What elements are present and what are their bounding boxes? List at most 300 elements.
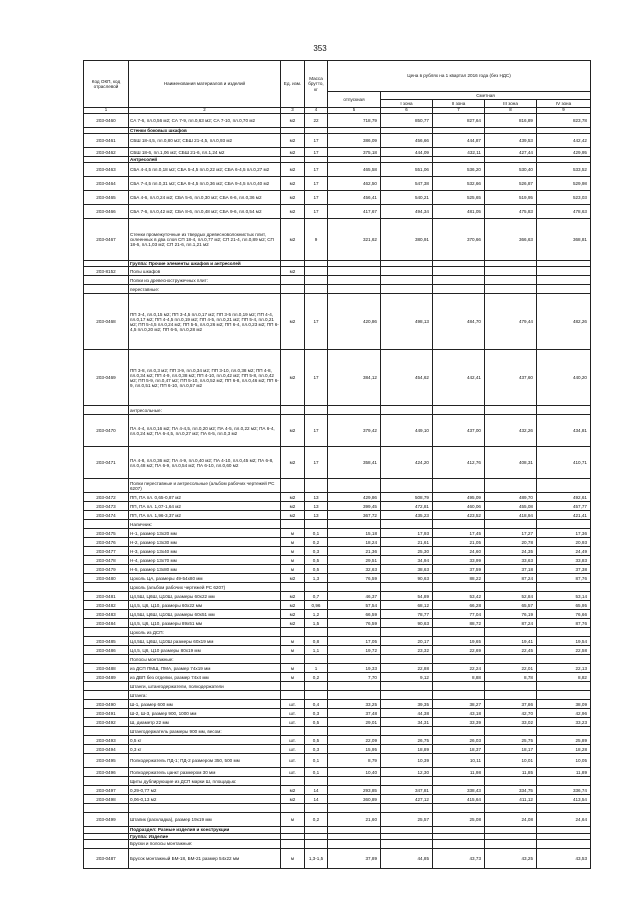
- table-row: [84, 479, 591, 493]
- table-row: [84, 219, 591, 261]
- price-release: [328, 285, 381, 294]
- price-zone-4: 482,26: [537, 294, 591, 350]
- row-name: переставные:: [129, 285, 281, 294]
- row-name: Ш-2, Ш-3, размер 900, 1000 мм: [129, 709, 281, 718]
- price-zone-4: 33,23: [537, 718, 591, 727]
- row-code: 203-0489: [84, 673, 129, 682]
- price-zone-4: 8,82: [537, 673, 591, 682]
- price-zone-4: 492,61: [537, 493, 591, 502]
- column-number: 3: [281, 108, 305, 114]
- table-row: [84, 148, 591, 157]
- row-unit: шт.: [281, 754, 305, 768]
- price-release: 379,42: [328, 415, 381, 447]
- row-code: [84, 276, 129, 285]
- price-zone-2: 25,08: [433, 813, 485, 827]
- row-name: Ц4,5Ш, Ц6Ш, Ц10Ш, размеры 60x51 мм: [129, 610, 281, 619]
- price-zone-4: 434,81: [537, 415, 591, 447]
- row-mass: 0,96: [305, 601, 328, 610]
- row-name: Цоколь ЦА, размеры 49-54x80 мм: [129, 574, 281, 583]
- price-zone-2: 444,87: [433, 134, 485, 148]
- row-code: 203-0480: [84, 574, 129, 583]
- row-code: 203-0466: [84, 205, 129, 219]
- row-name: СБА 7-4,5 пл.0,31 м2; СБА 8-4,5 пл.0,36 м2; СБА 9-4,5 пл.0,40 м2: [129, 177, 281, 191]
- row-unit: м2: [281, 205, 305, 219]
- price-zone-4: 38,09: [537, 700, 591, 709]
- row-mass: 22: [305, 114, 328, 128]
- row-unit: [281, 682, 305, 691]
- row-mass: 0,8: [305, 637, 328, 646]
- row-mass: [305, 691, 328, 700]
- table-body: [84, 114, 591, 869]
- table-row: [84, 718, 591, 727]
- price-zone-3: [485, 406, 537, 415]
- row-code: 203-0471: [84, 447, 129, 479]
- price-zone-3: 411,12: [485, 795, 537, 804]
- row-mass: 0,5: [305, 736, 328, 745]
- table-row: [84, 294, 591, 350]
- price-release: 21,36: [328, 547, 381, 556]
- row-name: СБШ 18-4,5, пл.0,80 м2; СБШ 21-4,5, пл.0,93 м2: [129, 134, 281, 148]
- header-unit: Ед. изм.: [281, 61, 305, 108]
- row-unit: м: [281, 529, 305, 538]
- row-unit: м2: [281, 114, 305, 128]
- price-zone-2: 18,37: [433, 745, 485, 754]
- price-zone-4: 87,76: [537, 619, 591, 628]
- price-zone-3: [485, 267, 537, 276]
- row-name: Ц4,5, Ц6, Ц10 размеры 80x19 мм: [129, 646, 281, 655]
- row-unit: м2: [281, 493, 305, 502]
- table-row: [84, 547, 591, 556]
- row-name: ПП, ПА пл. 1,96-3,37 м2: [129, 511, 281, 520]
- row-mass: 0,2: [305, 673, 328, 682]
- price-zone-1: [381, 727, 433, 736]
- row-code: 203-0494: [84, 745, 129, 754]
- row-name: Н-1, размер 13x20 мм: [129, 529, 281, 538]
- header-mass: Масса брутто, кг: [305, 61, 328, 108]
- row-name: Цоколь из ДСП:: [129, 628, 281, 637]
- row-code: 203-0462: [84, 148, 129, 157]
- price-zone-3: 87,24: [485, 619, 537, 628]
- price-zone-2: 460,06: [433, 502, 485, 511]
- row-code: 203-0467: [84, 219, 129, 261]
- price-release: 399,45: [328, 502, 381, 511]
- price-zone-1: 494,34: [381, 205, 433, 219]
- price-zone-3: 439,53: [485, 134, 537, 148]
- price-zone-2: [433, 682, 485, 691]
- price-zone-3: 20,78: [485, 538, 537, 547]
- price-zone-2: [433, 655, 485, 664]
- row-name: [129, 804, 281, 813]
- price-zone-4: 25,89: [537, 736, 591, 745]
- table-row: [84, 768, 591, 777]
- table-row: [84, 646, 591, 655]
- row-mass: [305, 682, 328, 691]
- row-unit: м2: [281, 619, 305, 628]
- price-zone-4: 20,93: [537, 538, 591, 547]
- price-release: 76,59: [328, 574, 381, 583]
- price-zone-2: 432,11: [433, 148, 485, 157]
- table-row: [84, 502, 591, 511]
- row-mass: 0,1: [305, 754, 328, 768]
- table-row: [84, 664, 591, 673]
- column-number: 6: [381, 108, 433, 114]
- row-name: ПА 4-8, пл.0,36 м2; ПА 4-9, пл.0,40 м2; ПА 4-10, пл.0,45 м2; ПА 6-8, пл.0,48 м2; ПА 6-9, пл.0,54 м2; ПА 6-10, пл.0,60 м2: [129, 447, 281, 479]
- row-mass: [305, 583, 328, 592]
- table-row: [84, 637, 591, 646]
- price-zone-3: 427,44: [485, 148, 537, 157]
- row-name: 0,06-0,13 м2: [129, 795, 281, 804]
- price-zone-2: 17,45: [433, 529, 485, 538]
- price-zone-3: 42,70: [485, 709, 537, 718]
- row-unit: м2: [281, 294, 305, 350]
- row-code: 203-0477: [84, 547, 129, 556]
- price-release: 358,41: [328, 447, 381, 479]
- page-number: 353: [313, 44, 327, 53]
- price-zone-2: 33,99: [433, 556, 485, 565]
- row-unit: м: [281, 673, 305, 682]
- row-code: 203-0497: [84, 786, 129, 795]
- row-mass: [305, 727, 328, 736]
- price-zone-2: [433, 285, 485, 294]
- price-zone-3: 52,84: [485, 592, 537, 601]
- price-zone-3: [485, 691, 537, 700]
- row-mass: 17: [305, 205, 328, 219]
- row-mass: [305, 406, 328, 415]
- price-zone-1: 449,10: [381, 415, 433, 447]
- price-zone-1: [381, 520, 433, 529]
- price-zone-2: 412,76: [433, 447, 485, 479]
- row-code: [84, 655, 129, 664]
- price-zone-3: 22,45: [485, 646, 537, 655]
- row-name: 0,5 кг: [129, 736, 281, 745]
- row-code: [84, 839, 129, 848]
- row-name: Ц4,5, Ц6, Ц10, размеры 89x51 мм: [129, 619, 281, 628]
- row-unit: [281, 839, 305, 848]
- price-zone-3: [485, 655, 537, 664]
- row-mass: 13: [305, 502, 328, 511]
- price-zone-1: 551,06: [381, 163, 433, 177]
- price-zone-3: 87,24: [485, 574, 537, 583]
- price-release: [328, 276, 381, 285]
- price-release: [328, 655, 381, 664]
- row-name: из ДСП ПМШ, ПМА, размер 74x19 мм: [129, 664, 281, 673]
- price-zone-4: 429,95: [537, 148, 591, 157]
- row-unit: м2: [281, 511, 305, 520]
- row-unit: м2: [281, 592, 305, 601]
- row-name: ПП 3-4, пл.0,15 м2; ПП 3-4,5 пл.0,17 м2; ПП 3-5 пл.0,19 м2; ПП 4-4, пл.0,17 м2; ПП 4-4,5 пл.0,19 м2; ПП 4-5, пл.0,21 м2; ПП 5-4, пл.0,21 м2; ПП 5-4,5 пл.0,24 м2; ПП 5-5, пл.0,26 м2; ПП 6-4, пл.0,23 м2; ПП 6-4,5 пл.0,20 м2; ПП 6-5, пл.0,28 м2: [129, 294, 281, 350]
- price-zone-1: [381, 777, 433, 786]
- table-row: [84, 276, 591, 285]
- price-zone-2: 77,04: [433, 610, 485, 619]
- row-code: 203-0487: [84, 848, 129, 868]
- price-release: 293,85: [328, 786, 381, 795]
- price-release: 37,48: [328, 709, 381, 718]
- row-code: 203-0493: [84, 736, 129, 745]
- row-name: Ц4,5Ш, Ц6Ш, Ц10Ш размеры 60x19 мм: [129, 637, 281, 646]
- table-row: [84, 754, 591, 768]
- price-zone-3: 334,75: [485, 786, 537, 795]
- row-mass: 9: [305, 219, 328, 261]
- price-release: 57,54: [328, 601, 381, 610]
- price-zone-1: 850,77: [381, 114, 433, 128]
- table-row: [84, 813, 591, 827]
- row-code: 203-0495: [84, 754, 129, 768]
- table-row: [84, 745, 591, 754]
- row-code: [84, 682, 129, 691]
- row-unit: [281, 727, 305, 736]
- table-row: [84, 682, 591, 691]
- row-unit: м: [281, 556, 305, 565]
- price-release: [328, 691, 381, 700]
- row-unit: м2: [281, 415, 305, 447]
- table-row: [84, 205, 591, 219]
- row-name: Н-4, размер 13x70 мм: [129, 556, 281, 565]
- price-zone-2: [433, 276, 485, 285]
- price-zone-1: [381, 406, 433, 415]
- row-mass: 1,2: [305, 610, 328, 619]
- row-name: Полки переставные и антресольные (альбом рабочих чертежей РС 6207): [129, 479, 281, 493]
- price-zone-1: 508,79: [381, 493, 433, 502]
- row-name: Стенки промежуточные из твердых древесноволокнистых плит, склеенных в два слоя СП 18-4, пл.0,77 м2; СП 21-4, пл.0,89 м2; СП 18-6, пл.1,03 м2; СП 21-6, пл.1,21 м2: [129, 219, 281, 261]
- row-mass: [305, 285, 328, 294]
- row-mass: 13: [305, 511, 328, 520]
- price-zone-1: 20,17: [381, 637, 433, 646]
- price-zone-3: 475,83: [485, 205, 537, 219]
- price-zone-1: 435,23: [381, 511, 433, 520]
- table-row: [84, 556, 591, 565]
- row-name: Штангодержатель размеры 900 мм, весом:: [129, 727, 281, 736]
- row-unit: м: [281, 547, 305, 556]
- row-name: Штапик (раскладка), размер 19x19 мм: [129, 813, 281, 827]
- price-release: [328, 267, 381, 276]
- price-zone-2: [433, 479, 485, 493]
- price-zone-4: [537, 267, 591, 276]
- row-code: [84, 628, 129, 637]
- row-mass: 0,5: [305, 718, 328, 727]
- price-zone-4: [537, 727, 591, 736]
- table-row: [84, 795, 591, 804]
- price-zone-2: [433, 839, 485, 848]
- row-code: 203-0483: [84, 610, 129, 619]
- price-zone-3: 25,75: [485, 736, 537, 745]
- price-zone-2: [433, 267, 485, 276]
- header-release: отпускная: [328, 92, 381, 108]
- price-release: 429,86: [328, 493, 381, 502]
- column-number: 1: [84, 108, 129, 114]
- price-zone-2: 66,28: [433, 601, 485, 610]
- row-code: 203-0460: [84, 114, 129, 128]
- row-code: 203-0499: [84, 813, 129, 827]
- price-zone-4: 368,81: [537, 219, 591, 261]
- price-zone-1: 34,94: [381, 556, 433, 565]
- price-zone-1: 39,35: [381, 700, 433, 709]
- price-zone-2: [433, 691, 485, 700]
- price-zone-2: 10,11: [433, 754, 485, 768]
- price-zone-1: [381, 479, 433, 493]
- price-zone-3: 76,19: [485, 610, 537, 619]
- row-code: 203-8152: [84, 267, 129, 276]
- price-zone-4: [537, 583, 591, 592]
- row-name: Цоколь (альбом рабочих чертежей РС 6207): [129, 583, 281, 592]
- table-row: [84, 511, 591, 520]
- row-unit: м2: [281, 795, 305, 804]
- price-release: 18,24: [328, 538, 381, 547]
- price-zone-4: 37,38: [537, 565, 591, 574]
- row-code: 203-0485: [84, 637, 129, 646]
- row-unit: шт.: [281, 745, 305, 754]
- table-row: [84, 177, 591, 191]
- price-zone-2: 338,43: [433, 786, 485, 795]
- price-zone-4: [537, 285, 591, 294]
- row-code: 203-0481: [84, 592, 129, 601]
- column-number: 8: [485, 108, 537, 114]
- price-zone-4: [537, 655, 591, 664]
- price-release: 417,67: [328, 205, 381, 219]
- price-release: 17,05: [328, 637, 381, 646]
- price-zone-1: 427,12: [381, 795, 433, 804]
- row-name: из ДВП без отделки, размер 74x4 мм: [129, 673, 281, 682]
- price-zone-1: 9,12: [381, 673, 433, 682]
- row-name: Брусок монтажный БМ-18, БМ-21 размер 54x22 мм: [129, 848, 281, 868]
- row-mass: 17: [305, 191, 328, 205]
- price-zone-4: 33,83: [537, 556, 591, 565]
- price-zone-4: [537, 777, 591, 786]
- row-mass: 1,5: [305, 619, 328, 628]
- price-zone-3: 22,01: [485, 664, 537, 673]
- row-unit: [281, 583, 305, 592]
- price-zone-4: 442,42: [537, 134, 591, 148]
- table-row: [84, 610, 591, 619]
- price-zone-3: 19,41: [485, 637, 537, 646]
- row-unit: м2: [281, 163, 305, 177]
- price-zone-4: 43,53: [537, 848, 591, 868]
- row-mass: 0,3: [305, 547, 328, 556]
- price-zone-2: 532,66: [433, 177, 485, 191]
- row-name: антресольные:: [129, 406, 281, 415]
- row-name: Штанги, штангодержатели, полкодержатели: [129, 682, 281, 691]
- row-code: 203-0463: [84, 163, 129, 177]
- row-unit: [281, 406, 305, 415]
- row-mass: [305, 628, 328, 637]
- row-code: [84, 777, 129, 786]
- price-zone-4: [537, 276, 591, 285]
- price-zone-3: 408,31: [485, 447, 537, 479]
- price-zone-2: 827,64: [433, 114, 485, 128]
- row-name: ПП, ПА пл. 0,65-0,87 м2: [129, 493, 281, 502]
- price-zone-3: 455,08: [485, 502, 537, 511]
- price-zone-1: 547,38: [381, 177, 433, 191]
- price-release: 32,63: [328, 565, 381, 574]
- table-row: [84, 709, 591, 718]
- row-code: [84, 479, 129, 493]
- row-code: [84, 583, 129, 592]
- column-number: 2: [129, 108, 281, 114]
- price-release: [328, 479, 381, 493]
- row-unit: м2: [281, 350, 305, 406]
- header-name: Наименования материалов и изделий: [129, 61, 281, 108]
- table-row: [84, 804, 591, 813]
- price-zone-4: 533,52: [537, 163, 591, 177]
- row-unit: м2: [281, 502, 305, 511]
- price-zone-3: 479,44: [485, 294, 537, 350]
- row-mass: 0,1: [305, 529, 328, 538]
- price-zone-1: 456,66: [381, 134, 433, 148]
- price-zone-2: 484,70: [433, 294, 485, 350]
- price-zone-1: 44,85: [381, 848, 433, 868]
- row-name: ПА 4-4, пл.0,16 м2; ПА 4-4,5, пл.0,20 м2; ПА 4-5, пл.0,22 м2; ПА 6-4, пл.0,24 м2; ПА 6-4,5, пл.0,27 м2; ПА 6-5, пл.0,3 м2: [129, 415, 281, 447]
- table-row: [84, 736, 591, 745]
- price-release: 15,95: [328, 745, 381, 754]
- price-zone-4: 24,49: [537, 547, 591, 556]
- row-mass: 0,5: [305, 556, 328, 565]
- row-code: 203-0490: [84, 700, 129, 709]
- price-zone-4: 336,74: [537, 786, 591, 795]
- column-number: 4: [305, 108, 328, 114]
- price-zone-3: [485, 285, 537, 294]
- price-zone-3: 43,25: [485, 848, 537, 868]
- price-zone-2: 22,69: [433, 646, 485, 655]
- table-row: [84, 601, 591, 610]
- row-code: [84, 727, 129, 736]
- row-code: 203-0496: [84, 768, 129, 777]
- price-release: 7,70: [328, 673, 381, 682]
- price-zone-1: [381, 628, 433, 637]
- price-zone-4: [537, 479, 591, 493]
- table-row: [84, 848, 591, 868]
- price-zone-4: [537, 804, 591, 813]
- row-name: Ш, диаметр 22 мм: [129, 718, 281, 727]
- price-zone-2: [433, 520, 485, 529]
- row-code: 203-0474: [84, 511, 129, 520]
- table-row: [84, 447, 591, 479]
- row-code: 203-0486: [84, 646, 129, 655]
- row-mass: 17: [305, 148, 328, 157]
- price-zone-2: 525,65: [433, 191, 485, 205]
- price-zone-3: 437,60: [485, 350, 537, 406]
- price-release: 8,79: [328, 754, 381, 768]
- price-zone-1: 444,09: [381, 148, 433, 157]
- price-zone-2: 415,64: [433, 795, 485, 804]
- column-number: 5: [328, 108, 381, 114]
- price-zone-4: 478,63: [537, 205, 591, 219]
- row-mass: 0,2: [305, 813, 328, 827]
- price-zone-2: 19,65: [433, 637, 485, 646]
- row-name: 0,29-0,77 м2: [129, 786, 281, 795]
- row-mass: [305, 777, 328, 786]
- price-zone-1: 26,75: [381, 736, 433, 745]
- price-zone-2: 24,60: [433, 547, 485, 556]
- price-zone-4: 53,14: [537, 592, 591, 601]
- row-name: СБА 4-6, пл.0,24 м2; СБА 5-6, пл.0,30 м2; СБА 6-6, пл.0,36 м2: [129, 191, 281, 205]
- row-unit: [281, 691, 305, 700]
- price-zone-4: 24,64: [537, 813, 591, 827]
- row-unit: шт.: [281, 709, 305, 718]
- price-release: [328, 839, 381, 848]
- row-unit: [281, 655, 305, 664]
- table-row: [84, 839, 591, 848]
- row-unit: м2: [281, 177, 305, 191]
- row-mass: [305, 520, 328, 529]
- price-zone-3: 24,35: [485, 547, 537, 556]
- row-name: Бруски и полосы монтажные:: [129, 839, 281, 848]
- row-name: Н-2, размер 13x30 мм: [129, 538, 281, 547]
- table-row: [84, 673, 591, 682]
- price-zone-1: 90,63: [381, 574, 433, 583]
- table-row: [84, 114, 591, 128]
- price-zone-4: 457,77: [537, 502, 591, 511]
- price-zone-1: 454,62: [381, 350, 433, 406]
- row-unit: м: [281, 637, 305, 646]
